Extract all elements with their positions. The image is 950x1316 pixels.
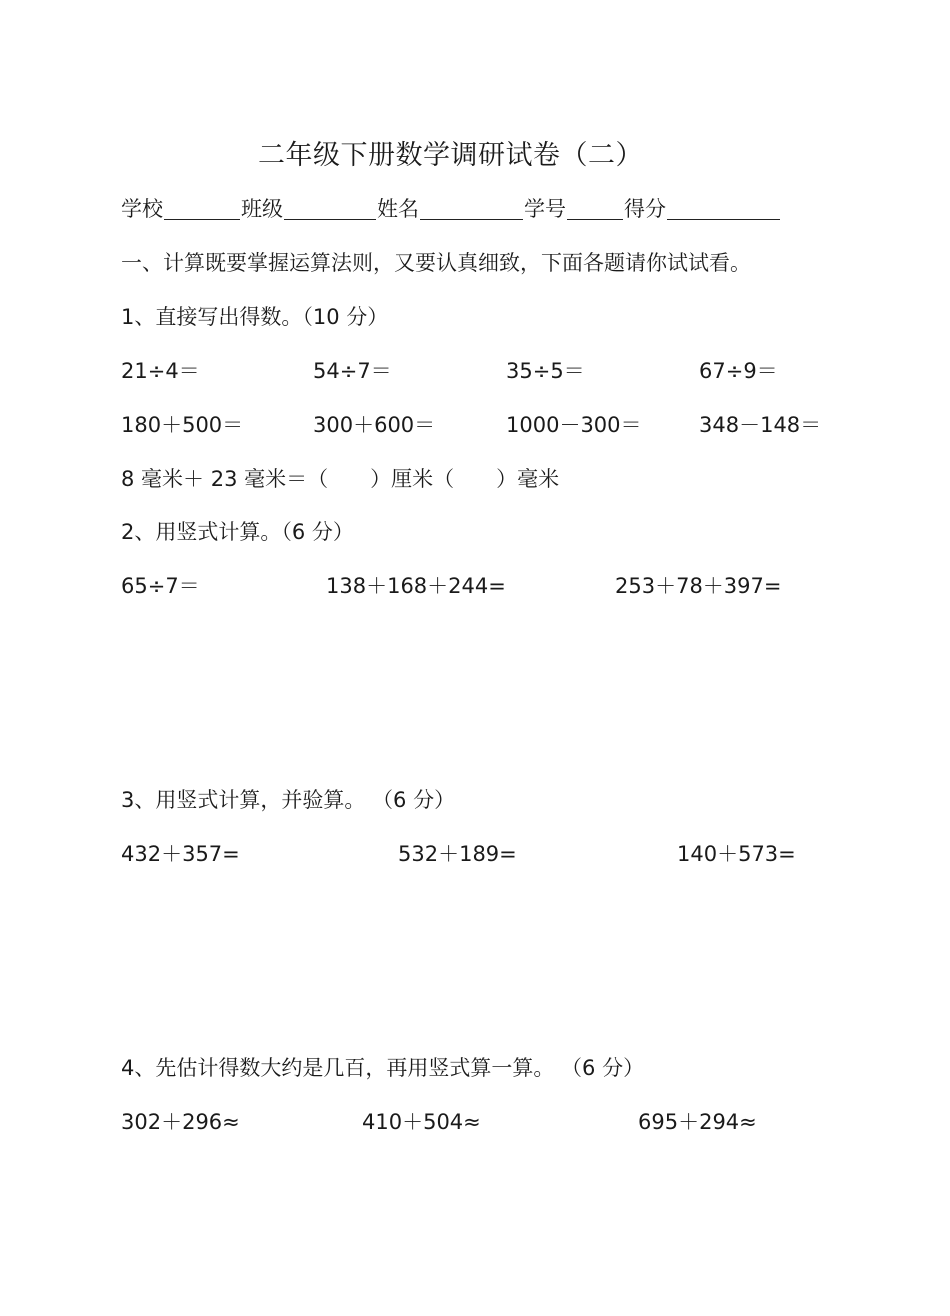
student-info-line [121,193,781,223]
q1-item: 35÷5＝ [506,359,585,383]
q1-item: 67÷9＝ [699,359,778,383]
q2-item: 253＋78＋397= [615,574,782,598]
q2-item: 138＋168＋244= [326,574,506,598]
class-label: 班级 [241,197,283,221]
q3-item: 532＋189= [398,842,517,866]
class-field[interactable] [284,197,376,220]
q4-heading: 4、先估计得数大约是几百，再用竖式算一算。 （6 分） [121,1056,645,1080]
q1-item: 348－148＝ [699,413,822,437]
q3-item: 140＋573= [677,842,796,866]
q1-heading: 1、直接写出得数。（10 分） [121,305,389,329]
q1-item: 54÷7＝ [313,359,392,383]
score-label: 得分 [624,197,666,221]
page-title: 二年级下册数学调研试卷（二） [258,140,643,171]
q1-item: 1000－300＝ [506,413,642,437]
q1-item: 21÷4＝ [121,359,200,383]
q4-item: 410＋504≈ [362,1110,481,1134]
school-field[interactable] [164,197,240,220]
q3-heading: 3、用竖式计算，并验算。 （6 分） [121,788,456,812]
name-label: 姓名 [377,197,419,221]
q1-item: 300＋600＝ [313,413,436,437]
q2-item: 65÷7＝ [121,574,200,598]
school-label: 学校 [121,197,163,221]
number-label: 学号 [524,197,566,221]
q1-unit-conversion: 8 毫米＋ 23 毫米＝（ ）厘米（ ）毫米 [121,467,560,491]
score-field[interactable] [667,197,780,220]
number-field[interactable] [567,197,623,220]
section1-heading: 一、计算既要掌握运算法则，又要认真细致，下面各题请你试试看。 [121,251,751,275]
q4-item: 302＋296≈ [121,1110,240,1134]
q1-item: 180＋500＝ [121,413,244,437]
name-field[interactable] [420,197,523,220]
q4-item: 695＋294≈ [638,1110,757,1134]
q2-heading: 2、用竖式计算。（6 分） [121,520,354,544]
q3-item: 432＋357= [121,842,240,866]
